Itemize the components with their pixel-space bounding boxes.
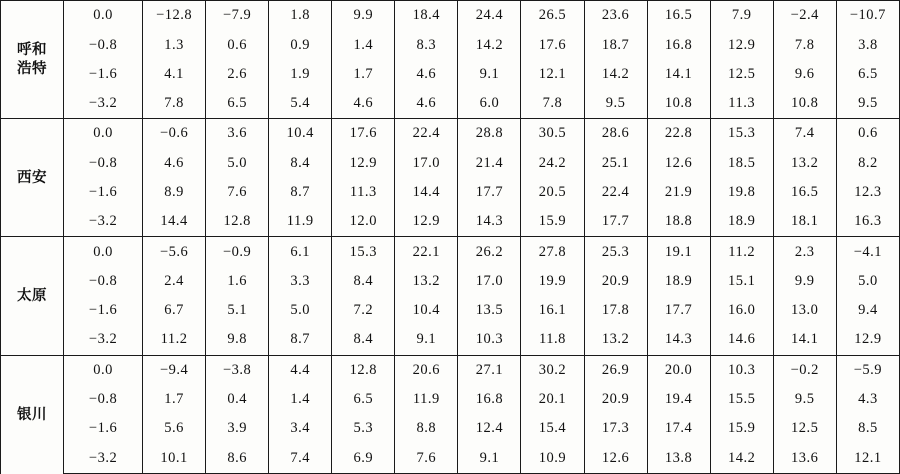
city-name-text: [1, 41, 63, 77]
table-row: [1, 60, 900, 89]
value-cell: 9.8: [206, 325, 269, 355]
value-cell: 9.9: [332, 1, 395, 31]
value-cell: 1.4: [269, 385, 332, 414]
value-cell: 2.4: [143, 267, 206, 296]
value-cell: 8.3: [395, 30, 458, 59]
value-cell: 8.7: [269, 325, 332, 355]
value-cell: 11.2: [143, 325, 206, 355]
value-cell: −3.8: [206, 355, 269, 385]
value-cell: 30.5: [521, 119, 584, 149]
value-cell: 10.1: [143, 443, 206, 473]
value-cell: 10.3: [710, 355, 773, 385]
value-cell: 7.6: [395, 443, 458, 473]
value-cell: −5.9: [836, 355, 899, 385]
value-cell: 17.6: [521, 30, 584, 59]
value-cell: 11.3: [710, 89, 773, 119]
depth-cell: −3.2: [64, 207, 143, 237]
value-cell: 18.4: [395, 1, 458, 31]
city-name-cell: [1, 355, 64, 473]
table-row: [1, 1, 900, 31]
value-cell: 11.3: [332, 178, 395, 207]
value-cell: 24.2: [521, 149, 584, 178]
value-cell: 15.3: [332, 237, 395, 267]
value-cell: 14.1: [647, 60, 710, 89]
city-name-cell: [1, 1, 64, 119]
value-cell: 15.3: [710, 119, 773, 149]
city-name-cell: [1, 119, 64, 237]
value-cell: 11.2: [710, 237, 773, 267]
value-cell: 17.4: [647, 414, 710, 443]
value-cell: 13.2: [395, 267, 458, 296]
value-cell: 13.0: [773, 296, 836, 325]
value-cell: 28.8: [458, 119, 521, 149]
value-cell: 16.5: [647, 1, 710, 31]
value-cell: 10.8: [773, 89, 836, 119]
value-cell: 4.3: [836, 385, 899, 414]
value-cell: 5.4: [269, 89, 332, 119]
value-cell: 12.9: [395, 207, 458, 237]
value-cell: 27.1: [458, 355, 521, 385]
value-cell: 17.0: [395, 149, 458, 178]
value-cell: 7.8: [773, 30, 836, 59]
value-cell: 0.9: [269, 30, 332, 59]
value-cell: 7.6: [206, 178, 269, 207]
value-cell: 18.7: [584, 30, 647, 59]
value-cell: 26.9: [584, 355, 647, 385]
value-cell: 30.2: [521, 355, 584, 385]
table-row: [1, 30, 900, 59]
value-cell: 4.6: [143, 149, 206, 178]
value-cell: 12.9: [332, 149, 395, 178]
value-cell: 16.1: [521, 296, 584, 325]
value-cell: 20.9: [584, 267, 647, 296]
depth-cell: −0.8: [64, 149, 143, 178]
value-cell: 12.4: [458, 414, 521, 443]
value-cell: 13.8: [647, 443, 710, 473]
value-cell: 13.6: [773, 443, 836, 473]
value-cell: 8.7: [269, 178, 332, 207]
value-cell: 23.6: [584, 1, 647, 31]
value-cell: 15.4: [521, 414, 584, 443]
city-name-line: 西安: [17, 169, 48, 186]
city-name-text: [1, 287, 63, 305]
value-cell: 7.4: [773, 119, 836, 149]
value-cell: 17.0: [458, 267, 521, 296]
value-cell: 5.0: [269, 296, 332, 325]
depth-cell: −1.6: [64, 296, 143, 325]
value-cell: 14.1: [773, 325, 836, 355]
value-cell: 14.3: [458, 207, 521, 237]
value-cell: 19.1: [647, 237, 710, 267]
city-name-cell: [1, 237, 64, 355]
value-cell: 27.8: [521, 237, 584, 267]
value-cell: 10.3: [458, 325, 521, 355]
value-cell: 12.6: [584, 443, 647, 473]
depth-cell: −3.2: [64, 325, 143, 355]
value-cell: 6.1: [269, 237, 332, 267]
value-cell: 12.6: [647, 149, 710, 178]
value-cell: 26.5: [521, 1, 584, 31]
value-cell: 9.1: [458, 443, 521, 473]
value-cell: −9.4: [143, 355, 206, 385]
value-cell: 9.1: [395, 325, 458, 355]
value-cell: 14.4: [143, 207, 206, 237]
value-cell: 12.9: [710, 30, 773, 59]
value-cell: 19.9: [521, 267, 584, 296]
value-cell: −0.2: [773, 355, 836, 385]
value-cell: 4.6: [332, 89, 395, 119]
value-cell: 14.6: [710, 325, 773, 355]
value-cell: 12.1: [836, 443, 899, 473]
value-cell: 17.6: [332, 119, 395, 149]
value-cell: −4.1: [836, 237, 899, 267]
value-cell: 25.3: [584, 237, 647, 267]
table-row: [1, 296, 900, 325]
value-cell: 8.8: [395, 414, 458, 443]
value-cell: 12.5: [710, 60, 773, 89]
value-cell: −7.9: [206, 1, 269, 31]
value-cell: 5.3: [332, 414, 395, 443]
value-cell: 7.8: [521, 89, 584, 119]
value-cell: 15.9: [710, 414, 773, 443]
value-cell: −5.6: [143, 237, 206, 267]
depth-cell: −0.8: [64, 30, 143, 59]
value-cell: 16.3: [836, 207, 899, 237]
table-row: [1, 355, 900, 385]
value-cell: 8.2: [836, 149, 899, 178]
value-cell: 12.3: [836, 178, 899, 207]
value-cell: 9.5: [836, 89, 899, 119]
table-row: [1, 89, 900, 119]
value-cell: 21.4: [458, 149, 521, 178]
value-cell: 14.2: [584, 60, 647, 89]
depth-cell: −3.2: [64, 89, 143, 119]
value-cell: 18.5: [710, 149, 773, 178]
value-cell: 16.5: [773, 178, 836, 207]
value-cell: 8.4: [269, 149, 332, 178]
value-cell: 3.6: [206, 119, 269, 149]
value-cell: 6.7: [143, 296, 206, 325]
value-cell: 11.9: [269, 207, 332, 237]
value-cell: 16.8: [647, 30, 710, 59]
value-cell: 17.3: [584, 414, 647, 443]
value-cell: 9.4: [836, 296, 899, 325]
city-name-text: [1, 406, 63, 424]
value-cell: −10.7: [836, 1, 899, 31]
city-name-line: 银川: [17, 406, 48, 423]
value-cell: 18.9: [710, 207, 773, 237]
value-cell: 21.9: [647, 178, 710, 207]
depth-cell: 0.0: [64, 1, 143, 31]
value-cell: 20.9: [584, 385, 647, 414]
value-cell: 22.8: [647, 119, 710, 149]
value-cell: 8.4: [332, 325, 395, 355]
value-cell: −2.4: [773, 1, 836, 31]
value-cell: 4.6: [395, 60, 458, 89]
value-cell: 4.6: [395, 89, 458, 119]
depth-cell: −1.6: [64, 414, 143, 443]
depth-cell: −0.8: [64, 267, 143, 296]
value-cell: 1.7: [332, 60, 395, 89]
value-cell: 5.0: [836, 267, 899, 296]
value-cell: 15.9: [521, 207, 584, 237]
table-row: [1, 414, 900, 443]
value-cell: 15.1: [710, 267, 773, 296]
value-cell: 2.6: [206, 60, 269, 89]
value-cell: 3.8: [836, 30, 899, 59]
value-cell: 13.2: [584, 325, 647, 355]
table-row: [1, 178, 900, 207]
value-cell: 16.8: [458, 385, 521, 414]
value-cell: 14.2: [458, 30, 521, 59]
value-cell: 8.4: [332, 267, 395, 296]
depth-cell: 0.0: [64, 119, 143, 149]
value-cell: 1.3: [143, 30, 206, 59]
depth-cell: −1.6: [64, 178, 143, 207]
value-cell: 16.0: [710, 296, 773, 325]
value-cell: 1.4: [332, 30, 395, 59]
table-row: [1, 325, 900, 355]
value-cell: 14.4: [395, 178, 458, 207]
value-cell: 6.5: [206, 89, 269, 119]
value-cell: 4.1: [143, 60, 206, 89]
value-cell: 20.0: [647, 355, 710, 385]
value-cell: 8.9: [143, 178, 206, 207]
value-cell: 12.1: [521, 60, 584, 89]
value-cell: 7.2: [332, 296, 395, 325]
value-cell: 9.5: [584, 89, 647, 119]
value-cell: 17.7: [647, 296, 710, 325]
value-cell: 18.1: [773, 207, 836, 237]
value-cell: 9.1: [458, 60, 521, 89]
value-cell: 5.0: [206, 149, 269, 178]
value-cell: 3.3: [269, 267, 332, 296]
value-cell: 8.6: [206, 443, 269, 473]
table-row: [1, 267, 900, 296]
value-cell: 12.9: [836, 325, 899, 355]
value-cell: 17.7: [584, 207, 647, 237]
value-cell: 7.9: [710, 1, 773, 31]
value-cell: 25.1: [584, 149, 647, 178]
value-cell: 28.6: [584, 119, 647, 149]
value-cell: 20.1: [521, 385, 584, 414]
table-row: [1, 119, 900, 149]
value-cell: −0.9: [206, 237, 269, 267]
value-cell: 1.7: [143, 385, 206, 414]
value-cell: 14.3: [647, 325, 710, 355]
value-cell: 26.2: [458, 237, 521, 267]
value-cell: 0.6: [836, 119, 899, 149]
table-row: [1, 385, 900, 414]
value-cell: 12.8: [332, 355, 395, 385]
value-cell: 8.5: [836, 414, 899, 443]
depth-cell: −1.6: [64, 60, 143, 89]
value-cell: 9.9: [773, 267, 836, 296]
value-cell: 0.4: [206, 385, 269, 414]
depth-cell: −0.8: [64, 385, 143, 414]
value-cell: 20.5: [521, 178, 584, 207]
value-cell: 17.8: [584, 296, 647, 325]
value-cell: 10.4: [269, 119, 332, 149]
value-cell: −0.6: [143, 119, 206, 149]
value-cell: 22.1: [395, 237, 458, 267]
value-cell: 6.0: [458, 89, 521, 119]
value-cell: 3.4: [269, 414, 332, 443]
value-cell: −12.8: [143, 1, 206, 31]
value-cell: 3.9: [206, 414, 269, 443]
table-row: [1, 149, 900, 178]
value-cell: 10.8: [647, 89, 710, 119]
value-cell: 12.8: [206, 207, 269, 237]
value-cell: 9.6: [773, 60, 836, 89]
value-cell: 20.6: [395, 355, 458, 385]
value-cell: 7.4: [269, 443, 332, 473]
value-cell: 5.6: [143, 414, 206, 443]
value-cell: 10.9: [521, 443, 584, 473]
value-cell: 18.8: [647, 207, 710, 237]
city-name-line: 浩特: [17, 60, 48, 77]
value-cell: 7.8: [143, 89, 206, 119]
value-cell: 13.5: [458, 296, 521, 325]
value-cell: 22.4: [584, 178, 647, 207]
value-cell: 6.5: [836, 60, 899, 89]
depth-cell: −3.2: [64, 443, 143, 473]
value-cell: 2.3: [773, 237, 836, 267]
value-cell: 19.4: [647, 385, 710, 414]
value-cell: 1.8: [269, 1, 332, 31]
city-name-line: 太原: [17, 287, 48, 304]
depth-cell: 0.0: [64, 355, 143, 385]
city-name-line: 呼和: [17, 42, 48, 59]
value-cell: 10.4: [395, 296, 458, 325]
value-cell: 9.5: [773, 385, 836, 414]
value-cell: 24.4: [458, 1, 521, 31]
value-cell: 4.4: [269, 355, 332, 385]
value-cell: 0.6: [206, 30, 269, 59]
value-cell: 1.6: [206, 267, 269, 296]
table-row: [1, 237, 900, 267]
value-cell: 22.4: [395, 119, 458, 149]
value-cell: 18.9: [647, 267, 710, 296]
city-name-text: [1, 169, 63, 187]
value-cell: 17.7: [458, 178, 521, 207]
table-row: [1, 443, 900, 473]
value-cell: 12.0: [332, 207, 395, 237]
value-cell: 1.9: [269, 60, 332, 89]
value-cell: 15.5: [710, 385, 773, 414]
value-cell: 14.2: [710, 443, 773, 473]
value-cell: 11.9: [395, 385, 458, 414]
value-cell: 11.8: [521, 325, 584, 355]
value-cell: 19.8: [710, 178, 773, 207]
value-cell: 12.5: [773, 414, 836, 443]
table-row: [1, 207, 900, 237]
value-cell: 6.5: [332, 385, 395, 414]
value-cell: 6.9: [332, 443, 395, 473]
depth-cell: 0.0: [64, 237, 143, 267]
value-cell: 13.2: [773, 149, 836, 178]
value-cell: 5.1: [206, 296, 269, 325]
